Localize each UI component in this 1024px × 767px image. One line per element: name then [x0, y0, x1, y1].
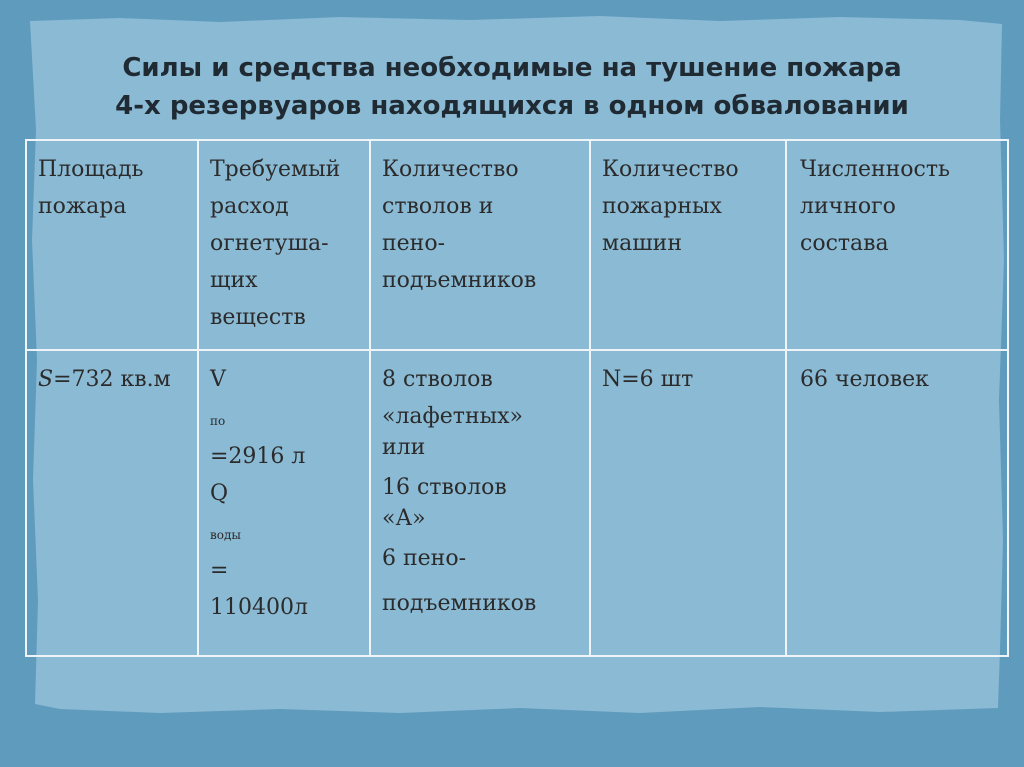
header-required-flow: Требуемый расход огнетуша- щих веществ	[198, 140, 370, 350]
cell-nozzles: 8 стволов «лафетных» или 16 стволов «А» 6 пено- подъемников	[370, 350, 590, 656]
water-volume-value: 110400л	[210, 595, 308, 620]
cell-machines: N=6 шт	[590, 350, 786, 656]
header-nozzles-count: Количество стволов и пено- подъемников	[370, 140, 590, 350]
title-line-1: Силы и средства необходимые на тушение пожара	[122, 53, 902, 83]
header-fire-area: Площадь пожара	[26, 140, 198, 350]
table-header-row	[26, 140, 1008, 350]
water-volume: Q $_{воды}$ =	[210, 481, 241, 583]
title-line-2: 4-х резервуаров находящихся в одном обваловании	[115, 91, 909, 121]
cell-personnel: 66 человек	[786, 350, 1008, 656]
cell-area	[26, 350, 198, 656]
table-data-row	[26, 350, 1008, 656]
header-personnel: Численность личного состава	[786, 140, 1008, 350]
resources-table	[25, 139, 1009, 657]
slide-title	[60, 49, 964, 125]
foam-volume: V $_{по}$ =2916 л	[210, 367, 306, 469]
area-value: =732 кв.м	[53, 367, 171, 392]
cell-flow	[198, 350, 370, 656]
header-fire-engines: Количество пожарных машин	[590, 140, 786, 350]
area-symbol: S	[38, 367, 54, 392]
